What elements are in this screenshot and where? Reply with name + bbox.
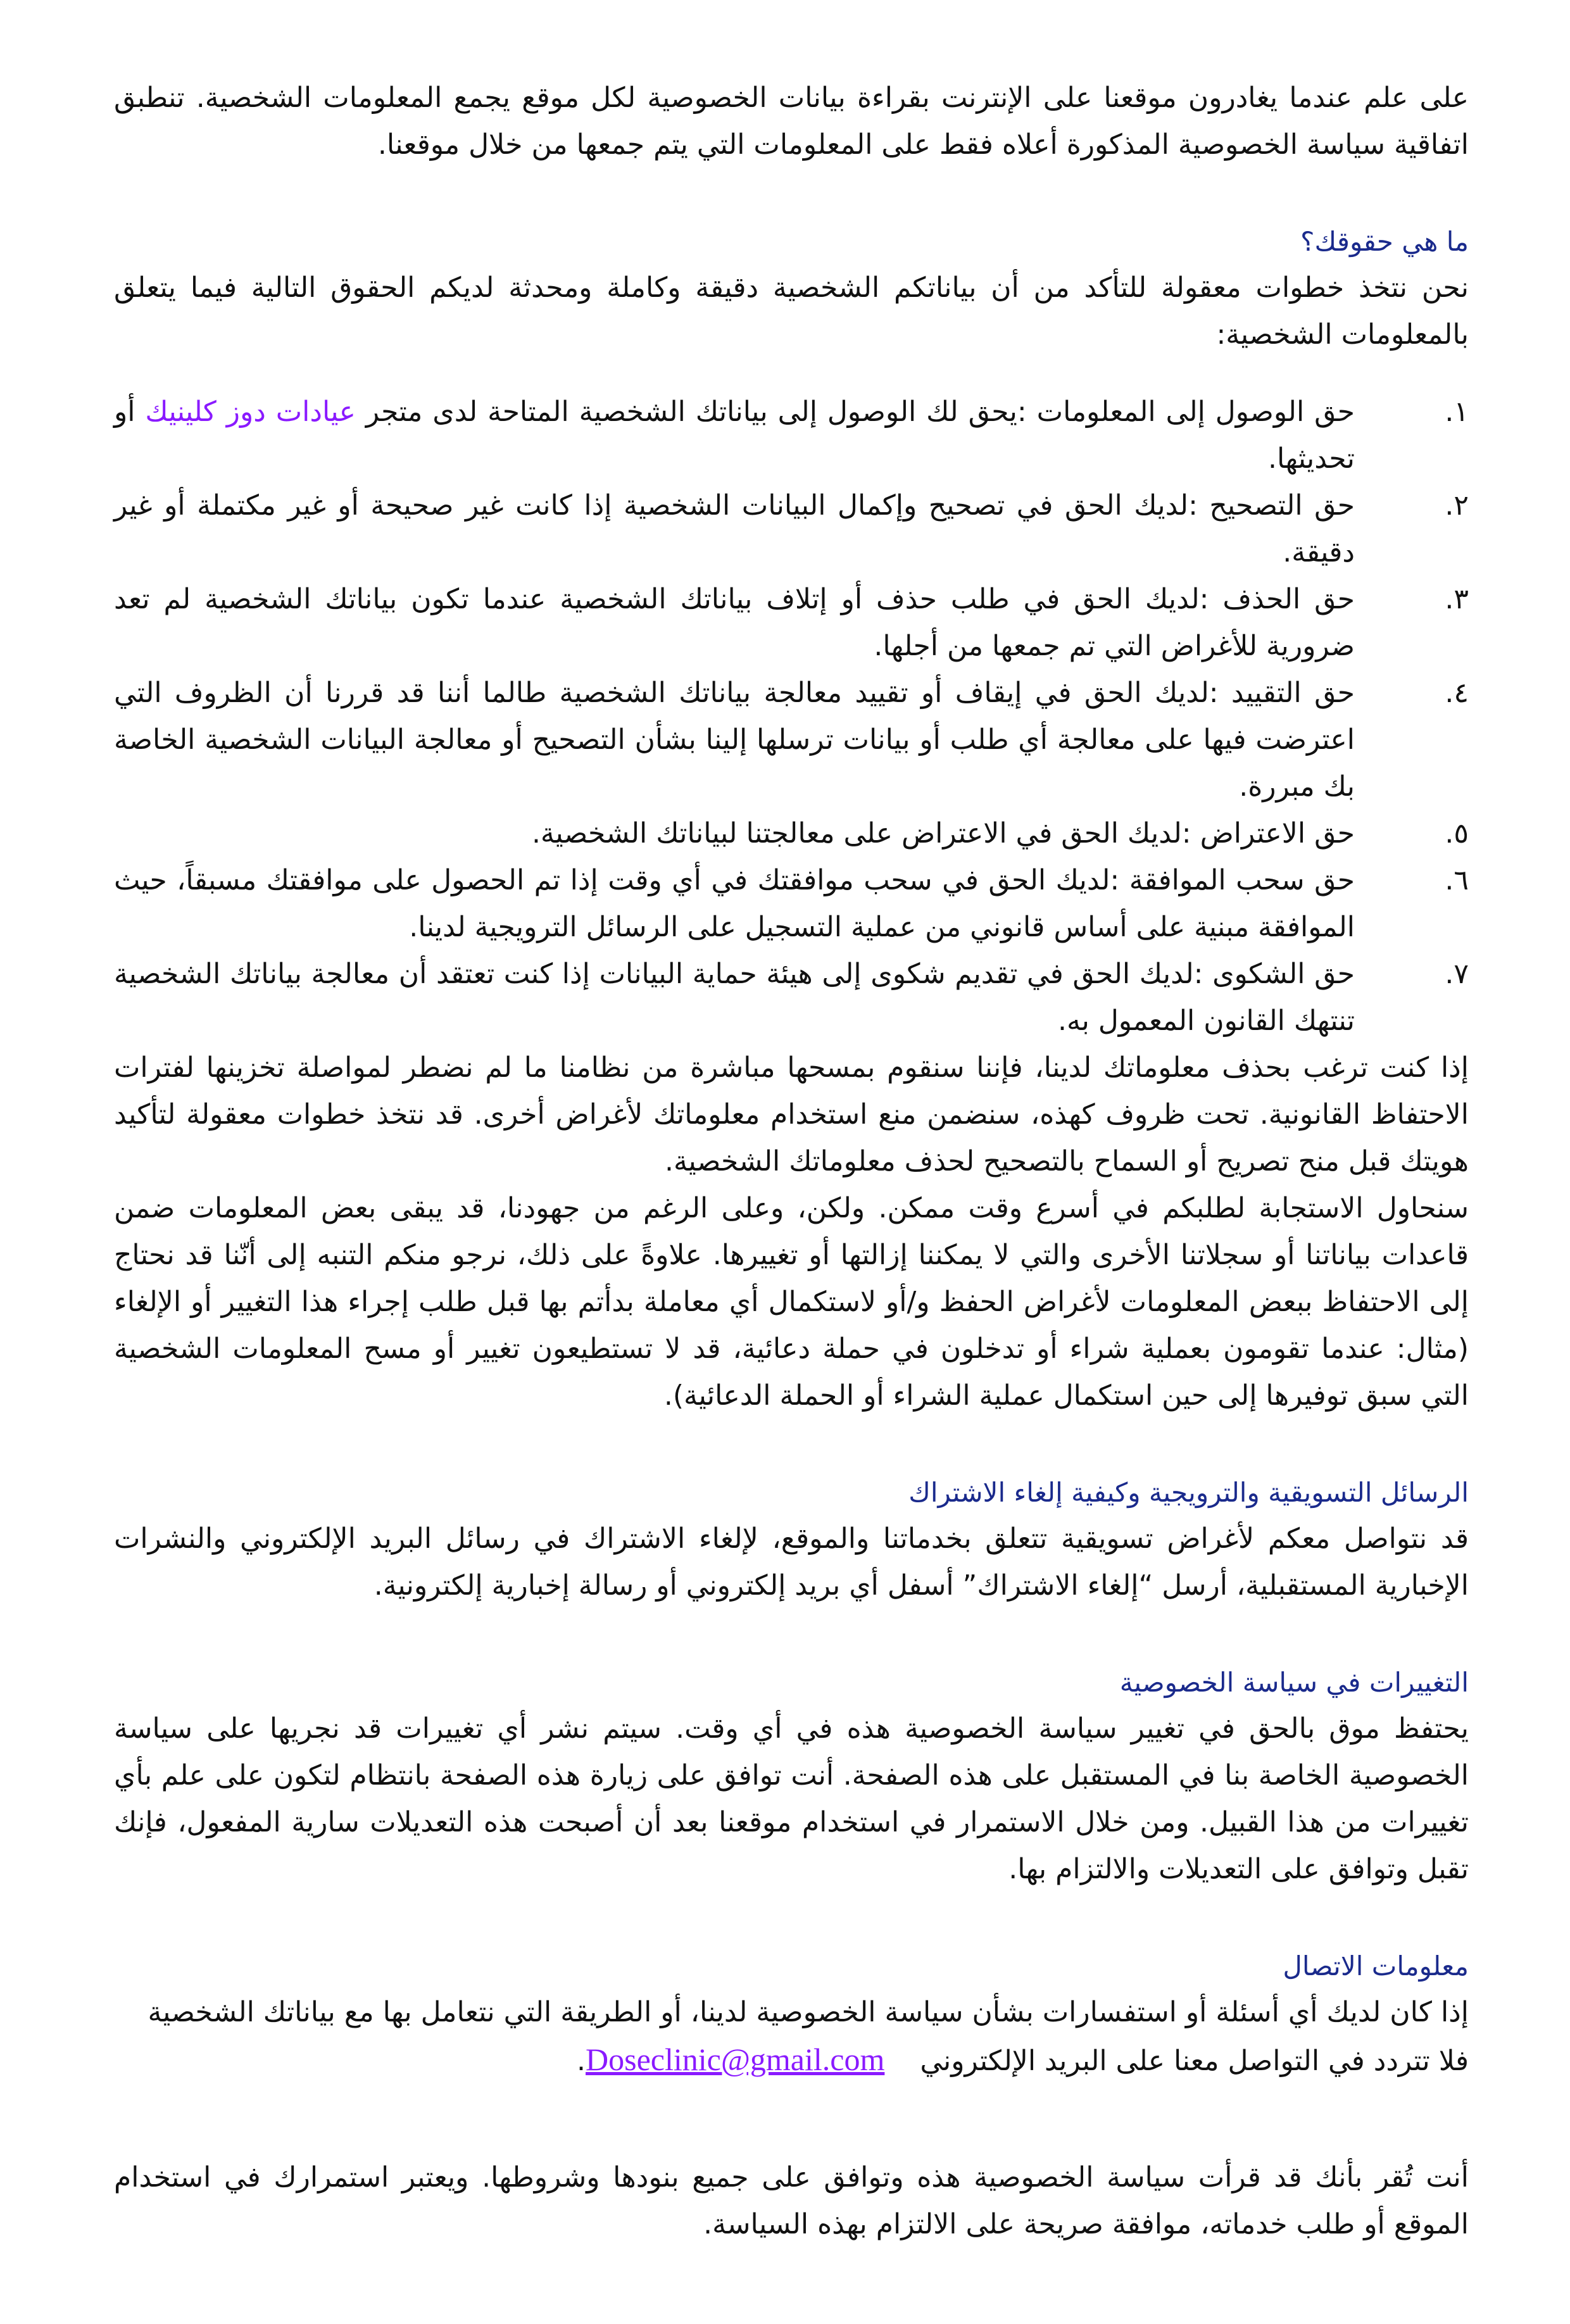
list-item: ٣. حق الحذف :لديك الحق في طلب حذف أو إتلاف بياناتك الشخصية عندما تكون بياناتك الشخصية لم تعد ضرورية للأغراض التي تم جمعها من أجلها. [114,583,1469,662]
list-item: ١. حق الوصول إلى المعلومات :يحق لك الوصول إلى بياناتك الشخصية المتاحة لدى متجر عيادات دوز كلينيك أو تحديثها. [114,396,1469,475]
closing-paragraph: أنت تُقر بأنك قد قرأت سياسة الخصوصية هذه وتوافق على جميع بنودها وشروطها. ويعتبر استمرارك في استخدام الموقع أو طلب خدماته، موافقة صريحة على الالتزام بهذه السياسة. [114,2161,1469,2240]
email-link[interactable]: Doseclinic@gmail.com [586,2042,885,2077]
intro-paragraph: على علم عندما يغادرون موقعنا على الإنترنت بقراءة بيانات الخصوصية لكل موقع يجمع المعلومات الشخصية. تنطبق اتفاقية سياسة الخصوصية المذكورة أعلاه فقط على المعلومات التي يتم جمعها من خلال موقعنا. [114,82,1469,161]
marketing-heading: الرسائل التسويقية والترويجية وكيفية إلغاء الاشتراك [908,1477,1469,1508]
list-item: ٤. حق التقييد :لديك الحق في إيقاف أو تقييد معالجة بياناتك الشخصية طالما أننا قد قررنا أن الظروف التي اعترضت فيها على معالجة أي طلب أو بيانات ترسلها إلينا بشأن التصحيح أو معالجة البيانات الشخصية الخاصة بك مبررة. [114,677,1469,803]
list-item: ٧. حق الشكوى :لديك الحق في تقديم شكوى إلى هيئة حماية البيانات إذا كنت تعتقد أن معالجة بياناتك الشخصية تنتهك القانون المعمول به. [114,958,1469,1037]
contact-heading: معلومات الاتصال [1283,1950,1469,1982]
list-item: ٢. حق التصحيح :لديك الحق في تصحيح وإكمال البيانات الشخصية إذا كانت غير صحيحة أو غير مكتملة أو غير دقيقة. [114,489,1469,568]
marketing-paragraph: قد نتواصل معكم لأغراض تسويقية تتعلق بخدماتنا والموقع، لإلغاء الاشتراك في رسائل البريد الإلكتروني والنشرات الإخبارية المستقبلية، أرسل “إلغاء الاشتراك” أسفل أي بريد إلكتروني أو رسالة إخبارية إلكترونية. [114,1523,1469,1602]
rights-heading: ما هي حقوقك؟ [1300,226,1469,257]
rights-list [114,389,1469,1419]
response-paragraph: سنحاول الاستجابة لطلبكم في أسرع وقت ممكن. ولكن، وعلى الرغم من جهودنا، قد يبقى بعض المعلومات ضمن قاعدات بياناتنا أو سجلاتنا الأخرى والتي لا يمكننا إزالتها أو تغييرها. علاوةً على ذلك، نرجو منكم التنبه إلى أنّنا قد نحتاج إلى الاحتفاظ ببعض المعلومات لأغراض الحفظ و/أو لاستكمال أي معاملة بدأتم بها قبل طلب إجراء هذا التغيير أو الإلغاء (مثال: عندما تقومون بعملية شراء أو تدخلون في حملة دعائية، قد لا تستطيعون تغيير أو مسح المعلومات الشخصية التي سبق توفيرها إلى حين استكمال عملية الشراء أو الحملة الدعائية). [114,1192,1469,1412]
store-link[interactable]: عيادات دوز كلينيك [145,396,356,428]
deletion-paragraph: إذا كنت ترغب بحذف معلوماتك لدينا، فإننا سنقوم بمسحها مباشرة من نظامنا ما لم نضطر لمواصلة تخزينها لفترات الاحتفاظ القانونية. تحت ظروف كهذه، سنضمن منع استخدام معلوماتك لأغراض أخرى. قد نتخذ خطوات معقولة لتأكيد هويتك قبل منح تصريح أو السماح بالتصحيح لحذف معلوماتك الشخصية. [114,1052,1469,1178]
rights-lead: نحن نتخذ خطوات معقولة للتأكد من أن بياناتكم الشخصية دقيقة وكاملة ومحدثة لديكم الحقوق التالية فيما يتعلق بالمعلومات الشخصية: [114,272,1469,351]
list-item: ٥. حق الاعتراض :لديك الحق في الاعتراض على معالجتنا لبياناتك الشخصية. [531,817,1469,850]
changes-heading: التغييرات في سياسة الخصوصية [1119,1667,1469,1698]
contact-paragraph: إذا كان لديك أي أسئلة أو استفسارات بشأن سياسة الخصوصية لدينا، أو الطريقة التي نتعامل بها مع بياناتك الشخصية فلا تتردد في التواصل معنا على البريد الإلكتروني Doseclinic@gmail.com. [148,1996,1469,2077]
list-item: ٦. حق سحب الموافقة :لديك الحق في سحب موافقتك في أي وقت إذا تم الحصول على موافقتك مسبقاً، حيث الموافقة مبنية على أساس قانوني من عملية التسجيل على الرسائل الترويجية لدينا. [114,864,1469,943]
changes-paragraph: يحتفظ موق بالحق في تغيير سياسة الخصوصية هذه في أي وقت. سيتم نشر أي تغييرات قد نجريها على سياسة الخصوصية الخاصة بنا في المستقبل على هذه الصفحة. أنت توافق على زيارة هذه الصفحة بانتظام لتكون على علم بأي تغييرات من هذا القبيل. ومن خلال الاستمرار في استخدام موقعنا بعد أن أصبحت هذه التعديلات سارية المفعول، فإنك تقبل وتوافق على التعديلات والالتزام بها. [114,1712,1469,1885]
